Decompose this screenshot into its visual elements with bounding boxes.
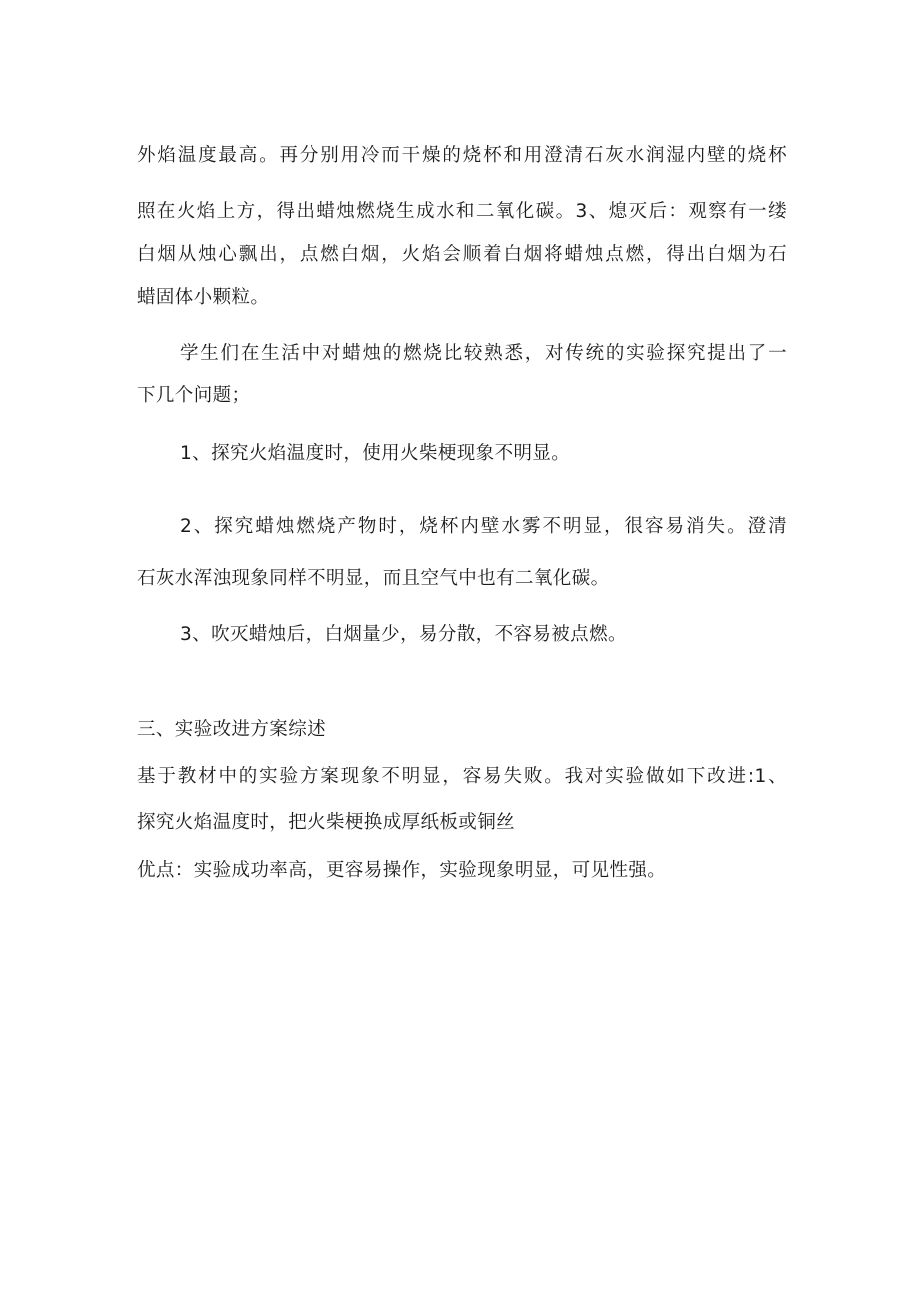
- list-item: 3、吹灭蜡烛后，白烟量少，易分散，不容易被点燃。: [180, 624, 627, 645]
- section-heading: 三、实验改进方案综述: [137, 719, 327, 740]
- paragraph-line: 照在火焰上方，得出蜡烛燃烧生成水和二氧化碳。3、熄灭后：观察有一缕: [137, 201, 787, 222]
- paragraph-line: 石灰水浑浊现象同样不明显，而且空气中也有二氧化碳。: [137, 568, 610, 589]
- paragraph-line: 外焰温度最高。再分别用冷而干燥的烧杯和用澄清石灰水润湿内壁的烧杯: [137, 145, 787, 166]
- list-item: 2、探究蜡烛燃烧产物时，烧杯内壁水雾不明显，很容易消失。澄清: [180, 516, 787, 537]
- list-item: 1、探究火焰温度时，使用火柴梗现象不明显。: [180, 443, 571, 464]
- paragraph-line: 基于教材中的实验方案现象不明显，容易失败。我对实验做如下改进:1、: [137, 766, 787, 787]
- paragraph-line: 优点：实验成功率高，更容易操作，实验现象明显，可见性强。: [137, 860, 667, 881]
- paragraph-line: 学生们在生活中对蜡烛的燃烧比较熟悉，对传统的实验探究提出了一: [180, 343, 787, 364]
- paragraph-line: 蜡固体小颗粒。: [137, 287, 270, 308]
- paragraph-line: 下几个问题；: [137, 385, 251, 406]
- paragraph-line: 白烟从烛心飘出，点燃白烟，火焰会顺着白烟将蜡烛点燃，得出白烟为石: [137, 244, 787, 265]
- paragraph-line: 探究火焰温度时，把火柴梗换成厚纸板或铜丝: [137, 812, 516, 833]
